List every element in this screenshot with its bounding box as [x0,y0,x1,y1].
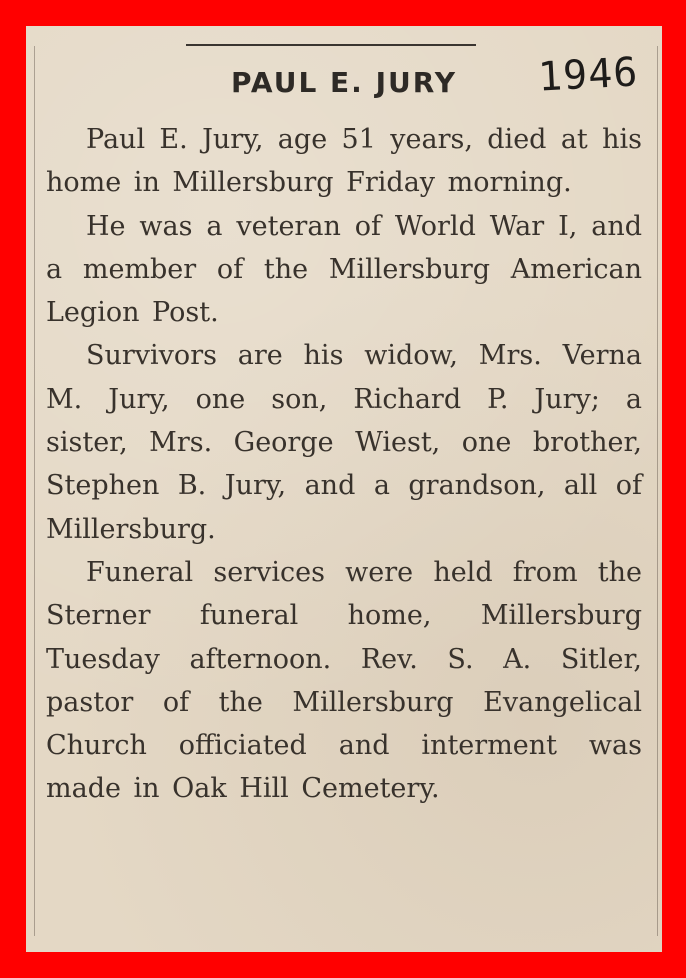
obituary-headline: PAUL E. JURY [230,66,458,99]
right-column-rule [657,46,658,936]
obituary-body [46,118,642,811]
top-rule [186,44,476,46]
paragraph-survivors: Survivors are his widow, Mrs. Verna M. Jury, one son, Richard P. Jury; a sister, Mrs. George Wiest, one brother, Stephen B. Jury, and a grandson, all of Millersburg. [46,340,642,545]
paragraph-funeral: Funeral services were held from the Sterner funeral home, Millersburg Tuesday afternoon. Rev. S. A. Sitler, pastor of the Millersburg Evangelical Church officiated and interment was made in Oak Hill Cemetery. [46,556,642,805]
left-column-rule [34,46,35,936]
paragraph-death-notice: Paul E. Jury, age 51 years, died at his home in Millersburg Friday morning. [46,124,642,199]
paragraph-veteran: He was a veteran of World War I, and a member of the Millersburg American Legion Post. [46,210,642,329]
newspaper-clipping [26,26,662,952]
handwritten-year: 1946 [536,49,640,101]
